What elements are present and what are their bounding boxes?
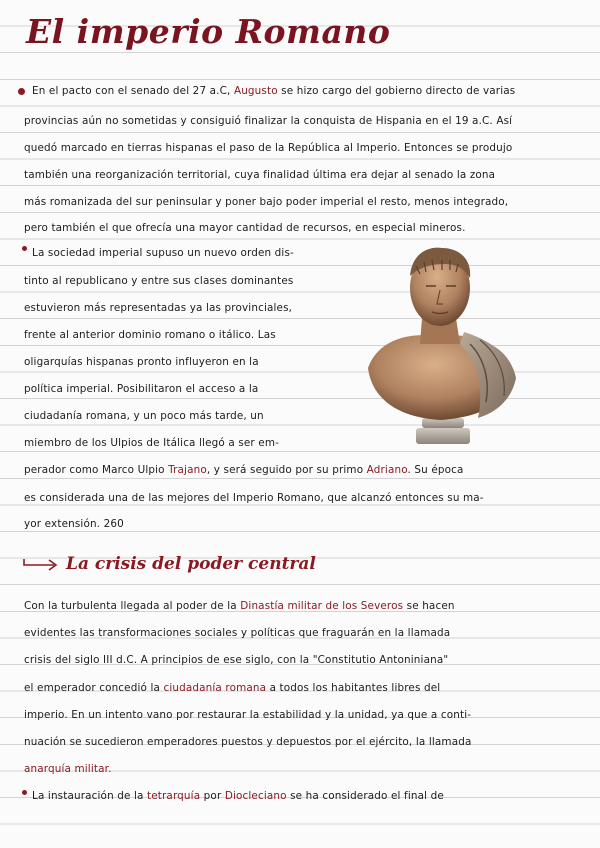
- text-span: se ha considerado el final de: [286, 790, 444, 802]
- text-span: . Su época: [407, 464, 464, 476]
- highlight-severos: Dinastía militar de los Severos: [240, 600, 404, 612]
- text-span: Con la turbulenta llegada al poder de la: [24, 600, 241, 612]
- highlight-adriano: Adriano: [366, 464, 408, 476]
- text-line: [24, 463, 464, 477]
- highlight-anarquia: anarquía militar.: [24, 763, 112, 775]
- text-span: En el pacto con el senado del 27 a.C,: [32, 85, 234, 97]
- text-line: tinto al republicano y entre sus clases dominantes: [24, 275, 294, 287]
- text-line: provincias aún no sometidas y consiguió finalizar la conquista de Hispania en el 19 a.C. Así: [24, 115, 513, 127]
- text-line: [24, 681, 440, 695]
- text-line: [32, 84, 515, 98]
- text-line: miembro de los Ulpios de Itálica llegó a ser em-: [24, 437, 280, 449]
- section-heading: [22, 554, 316, 574]
- text-line: La sociedad imperial supuso un nuevo orden dis-: [32, 247, 294, 259]
- text-line: yor extensión. 260: [24, 518, 124, 530]
- highlight-augusto: Augusto: [233, 85, 278, 97]
- text-line: imperio. En un intento vano por restaurar la estabilidad y la unidad, ya que a conti-: [24, 709, 472, 721]
- text-line: quedó marcado en tierras hispanas el paso de la República al Imperio. Entonces se produjo: [24, 142, 513, 154]
- text-span: La instauración de la: [32, 790, 148, 802]
- section-heading-text: La crisis del poder central: [66, 554, 316, 574]
- highlight-ciudadania: ciudadanía romana: [163, 682, 267, 694]
- dot-bullet-icon: [22, 790, 27, 795]
- text-line: [24, 599, 455, 613]
- text-span: el emperador concedió la: [24, 682, 164, 694]
- text-line: oligarquías hispanas pronto influyeron en la: [24, 356, 259, 368]
- text-span: a todos los habitantes libres del: [266, 682, 441, 694]
- text-span: por: [200, 790, 225, 802]
- text-line: estuvieron más representadas ya las provinciales,: [24, 302, 293, 314]
- text-span: se hacen: [403, 600, 455, 612]
- text-span: se hizo cargo del gobierno directo de varias: [277, 85, 516, 97]
- arrow-right-icon: [22, 556, 60, 572]
- text-line: también una reorganización territorial, cuya finalidad última era dejar al senado la zona: [24, 169, 496, 181]
- text-line: evidentes las transformaciones sociales y políticas que fraguarán en la llamada: [24, 627, 451, 639]
- text-line: frente al anterior dominio romano o itálico. Las: [24, 329, 276, 341]
- dot-bullet-icon: [22, 246, 27, 251]
- text-line: es considerada una de las mejores del Imperio Romano, que alcanzó entonces su ma-: [24, 492, 484, 504]
- text-span: , y será seguido por su primo: [206, 464, 367, 476]
- dot-bullet-icon: [18, 88, 25, 95]
- highlight-tetrarquia: tetrarquía: [147, 790, 201, 802]
- highlight-trajano: Trajano: [168, 464, 207, 476]
- roman-bust-image: [360, 240, 520, 450]
- text-line: [32, 789, 444, 803]
- text-line: más romanizada del sur peninsular y poner bajo poder imperial el resto, menos integrado,: [24, 196, 509, 208]
- text-line: pero también el que ofrecía una mayor cantidad de recursos, en especial mineros.: [24, 222, 466, 234]
- page-title: El imperio Romano: [26, 12, 391, 51]
- highlight-diocleciano: Diocleciano: [224, 790, 287, 802]
- text-line: política imperial. Posibilitaron el acceso a la: [24, 383, 259, 395]
- text-line: ciudadanía romana, y un poco más tarde, un: [24, 410, 264, 422]
- text-line: nuación se sucedieron emperadores puestos y depuestos por el ejército, la llamada: [24, 736, 472, 748]
- text-line: crisis del siglo III d.C. A principios de ese siglo, con la "Constitutio Antoniniana": [24, 654, 449, 666]
- text-span: perador como Marco Ulpio: [24, 464, 169, 476]
